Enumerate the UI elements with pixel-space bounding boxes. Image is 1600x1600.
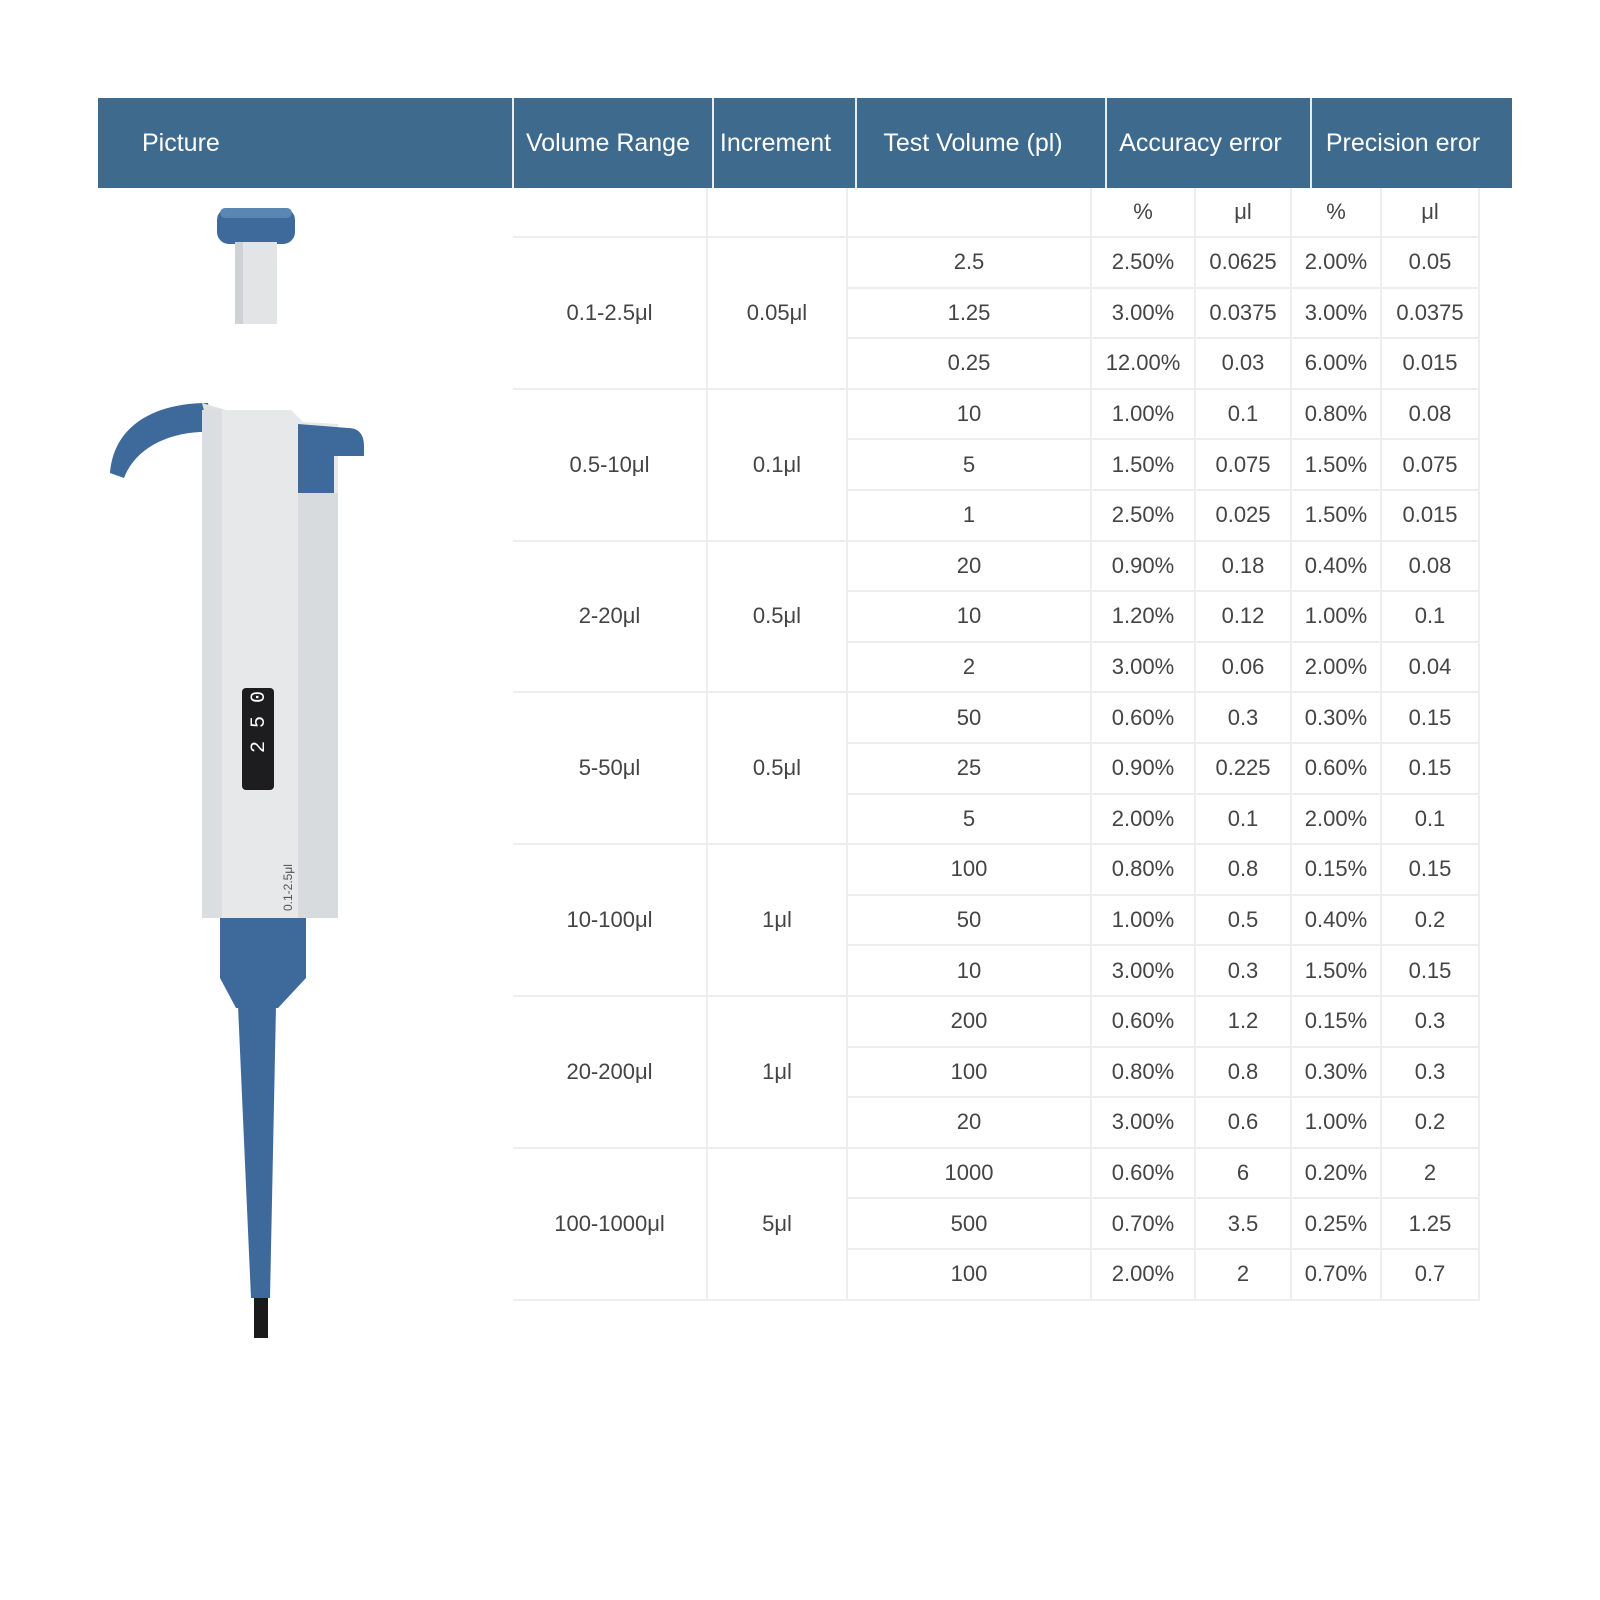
test-volume-cell: 1.25 xyxy=(848,289,1092,340)
precision-ul-cell: 0.1 xyxy=(1382,795,1480,846)
accuracy-ul-cell: 0.3 xyxy=(1196,693,1292,744)
header-divider xyxy=(1310,98,1312,188)
finger-hook xyxy=(110,403,213,478)
precision-percent-cell: 3.00% xyxy=(1292,289,1382,340)
precision-percent-cell: 0.20% xyxy=(1292,1149,1382,1200)
volume-range-cell: 0.5-10μl xyxy=(513,390,708,542)
increment-cell: 0.1μl xyxy=(708,390,848,542)
precision-percent-cell: 2.00% xyxy=(1292,238,1382,289)
accuracy-ul-cell: 0.0625 xyxy=(1196,238,1292,289)
accuracy-percent-cell: 0.70% xyxy=(1092,1199,1196,1250)
accuracy-percent-cell: 3.00% xyxy=(1092,643,1196,694)
precision-ul-cell: 0.2 xyxy=(1382,896,1480,947)
precision-ul-cell: 0.3 xyxy=(1382,1048,1480,1099)
display-digit-3: 0 xyxy=(248,690,271,703)
test-volume-cell: 10 xyxy=(848,592,1092,643)
header-test-volume: Test Volume (pl) xyxy=(883,128,1063,157)
test-volume-cell: 1000 xyxy=(848,1149,1092,1200)
accuracy-ul-cell: 0.075 xyxy=(1196,440,1292,491)
test-volume-cell: 100 xyxy=(848,845,1092,896)
test-volume-cell: 50 xyxy=(848,693,1092,744)
increment-cell: 0.5μl xyxy=(708,542,848,694)
precision-ul-cell: 0.15 xyxy=(1382,946,1480,997)
accuracy-percent-cell: 0.60% xyxy=(1092,1149,1196,1200)
accuracy-ul-cell: 0.1 xyxy=(1196,390,1292,441)
pipette-body-edge xyxy=(202,410,222,918)
increment-cell: 1μl xyxy=(708,997,848,1149)
units-row-blank xyxy=(708,188,848,238)
header-divider xyxy=(1105,98,1107,188)
precision-ul-cell: 0.05 xyxy=(1382,238,1480,289)
precision-percent-cell: 0.30% xyxy=(1292,693,1382,744)
accuracy-ul-cell: 0.0375 xyxy=(1196,289,1292,340)
plunger-button-highlight xyxy=(220,208,292,218)
accuracy-ul-cell: 0.12 xyxy=(1196,592,1292,643)
unit-label: % xyxy=(1092,188,1196,238)
accuracy-ul-cell: 0.225 xyxy=(1196,744,1292,795)
header-picture: Picture xyxy=(142,128,220,157)
units-row-blank xyxy=(513,188,708,238)
precision-percent-cell: 0.40% xyxy=(1292,542,1382,593)
precision-percent-cell: 1.00% xyxy=(1292,1098,1382,1149)
precision-percent-cell: 1.50% xyxy=(1292,946,1382,997)
accuracy-ul-cell: 0.8 xyxy=(1196,845,1292,896)
test-volume-cell: 0.25 xyxy=(848,339,1092,390)
test-volume-cell: 2 xyxy=(848,643,1092,694)
accuracy-percent-cell: 0.90% xyxy=(1092,744,1196,795)
precision-ul-cell: 0.15 xyxy=(1382,744,1480,795)
accuracy-percent-cell: 2.00% xyxy=(1092,1250,1196,1301)
header-divider xyxy=(512,98,514,188)
header-volume-range: Volume Range xyxy=(525,128,690,157)
accuracy-percent-cell: 0.90% xyxy=(1092,542,1196,593)
tip-cone xyxy=(220,918,306,1008)
display-digit-2: 5 xyxy=(248,715,271,728)
accuracy-percent-cell: 2.50% xyxy=(1092,491,1196,542)
table-header xyxy=(98,98,1512,188)
shaft xyxy=(238,1006,276,1298)
test-volume-cell: 100 xyxy=(848,1048,1092,1099)
precision-percent-cell: 0.70% xyxy=(1292,1250,1382,1301)
precision-ul-cell: 0.2 xyxy=(1382,1098,1480,1149)
precision-ul-cell: 1.25 xyxy=(1382,1199,1480,1250)
precision-ul-cell: 0.0375 xyxy=(1382,289,1480,340)
pipette-side-label: 0.1-2.5μl xyxy=(281,864,295,911)
increment-cell: 0.5μl xyxy=(708,693,848,845)
accuracy-percent-cell: 1.00% xyxy=(1092,390,1196,441)
accuracy-ul-cell: 0.3 xyxy=(1196,946,1292,997)
precision-ul-cell: 0.1 xyxy=(1382,592,1480,643)
test-volume-cell: 5 xyxy=(848,795,1092,846)
volume-range-cell: 10-100μl xyxy=(513,845,708,997)
test-volume-cell: 50 xyxy=(848,896,1092,947)
spec-grid xyxy=(513,188,1505,1338)
display-digit-1: 2 xyxy=(248,740,271,753)
accuracy-percent-cell: 1.50% xyxy=(1092,440,1196,491)
unit-label: μl xyxy=(1382,188,1480,238)
accuracy-percent-cell: 1.00% xyxy=(1092,896,1196,947)
test-volume-cell: 100 xyxy=(848,1250,1092,1301)
header-increment: Increment xyxy=(719,128,832,157)
precision-percent-cell: 0.40% xyxy=(1292,896,1382,947)
precision-ul-cell: 0.08 xyxy=(1382,390,1480,441)
test-volume-cell: 10 xyxy=(848,946,1092,997)
precision-percent-cell: 0.15% xyxy=(1292,997,1382,1048)
pipette-body-side xyxy=(298,493,338,918)
header-divider xyxy=(855,98,857,188)
test-volume-cell: 25 xyxy=(848,744,1092,795)
accuracy-percent-cell: 3.00% xyxy=(1092,1098,1196,1149)
test-volume-cell: 1 xyxy=(848,491,1092,542)
increment-cell: 5μl xyxy=(708,1149,848,1301)
precision-percent-cell: 0.80% xyxy=(1292,390,1382,441)
precision-percent-cell: 0.15% xyxy=(1292,845,1382,896)
precision-percent-cell: 1.50% xyxy=(1292,440,1382,491)
accuracy-percent-cell: 0.80% xyxy=(1092,845,1196,896)
accuracy-ul-cell: 6 xyxy=(1196,1149,1292,1200)
precision-percent-cell: 0.30% xyxy=(1292,1048,1382,1099)
volume-range-cell: 5-50μl xyxy=(513,693,708,845)
volume-range-cell: 0.1-2.5μl xyxy=(513,238,708,390)
accuracy-percent-cell: 2.00% xyxy=(1092,795,1196,846)
accuracy-percent-cell: 3.00% xyxy=(1092,946,1196,997)
tip xyxy=(254,1298,268,1338)
accuracy-ul-cell: 0.03 xyxy=(1196,339,1292,390)
test-volume-cell: 5 xyxy=(848,440,1092,491)
ejector-button xyxy=(298,424,364,493)
increment-cell: 0.05μl xyxy=(708,238,848,390)
test-volume-cell: 20 xyxy=(848,1098,1092,1149)
header-accuracy-error: Accuracy error xyxy=(1119,128,1282,157)
accuracy-ul-cell: 0.6 xyxy=(1196,1098,1292,1149)
header-divider xyxy=(712,98,714,188)
accuracy-ul-cell: 1.2 xyxy=(1196,997,1292,1048)
accuracy-percent-cell: 12.00% xyxy=(1092,339,1196,390)
precision-ul-cell: 0.15 xyxy=(1382,845,1480,896)
accuracy-ul-cell: 0.5 xyxy=(1196,896,1292,947)
precision-percent-cell: 2.00% xyxy=(1292,795,1382,846)
accuracy-ul-cell: 0.025 xyxy=(1196,491,1292,542)
precision-ul-cell: 0.3 xyxy=(1382,997,1480,1048)
precision-ul-cell: 0.075 xyxy=(1382,440,1480,491)
accuracy-ul-cell: 0.1 xyxy=(1196,795,1292,846)
volume-range-cell: 100-1000μl xyxy=(513,1149,708,1301)
precision-ul-cell: 0.15 xyxy=(1382,693,1480,744)
increment-cell: 1μl xyxy=(708,845,848,997)
test-volume-cell: 2.5 xyxy=(848,238,1092,289)
units-row-blank xyxy=(848,188,1092,238)
unit-label: μl xyxy=(1196,188,1292,238)
accuracy-percent-cell: 3.00% xyxy=(1092,289,1196,340)
pipette-picture xyxy=(98,188,513,1338)
accuracy-ul-cell: 3.5 xyxy=(1196,1199,1292,1250)
precision-percent-cell: 1.50% xyxy=(1292,491,1382,542)
volume-range-cell: 20-200μl xyxy=(513,997,708,1149)
precision-percent-cell: 0.60% xyxy=(1292,744,1382,795)
test-volume-cell: 500 xyxy=(848,1199,1092,1250)
unit-label: % xyxy=(1292,188,1382,238)
accuracy-percent-cell: 0.60% xyxy=(1092,693,1196,744)
test-volume-cell: 10 xyxy=(848,390,1092,441)
pipette-illustration xyxy=(98,188,513,1338)
accuracy-percent-cell: 2.50% xyxy=(1092,238,1196,289)
accuracy-ul-cell: 2 xyxy=(1196,1250,1292,1301)
precision-ul-cell: 0.015 xyxy=(1382,491,1480,542)
precision-ul-cell: 0.7 xyxy=(1382,1250,1480,1301)
volume-range-cell: 2-20μl xyxy=(513,542,708,694)
precision-percent-cell: 2.00% xyxy=(1292,643,1382,694)
accuracy-percent-cell: 0.80% xyxy=(1092,1048,1196,1099)
precision-ul-cell: 0.015 xyxy=(1382,339,1480,390)
accuracy-percent-cell: 0.60% xyxy=(1092,997,1196,1048)
accuracy-percent-cell: 1.20% xyxy=(1092,592,1196,643)
precision-ul-cell: 0.04 xyxy=(1382,643,1480,694)
precision-ul-cell: 0.08 xyxy=(1382,542,1480,593)
precision-percent-cell: 0.25% xyxy=(1292,1199,1382,1250)
plunger-shaft-shade xyxy=(235,242,243,324)
accuracy-ul-cell: 0.18 xyxy=(1196,542,1292,593)
precision-percent-cell: 6.00% xyxy=(1292,339,1382,390)
accuracy-ul-cell: 0.06 xyxy=(1196,643,1292,694)
test-volume-cell: 200 xyxy=(848,997,1092,1048)
precision-percent-cell: 1.00% xyxy=(1292,592,1382,643)
precision-ul-cell: 2 xyxy=(1382,1149,1480,1200)
test-volume-cell: 20 xyxy=(848,542,1092,593)
header-precision-error: Precision eror xyxy=(1325,128,1481,157)
accuracy-ul-cell: 0.8 xyxy=(1196,1048,1292,1099)
